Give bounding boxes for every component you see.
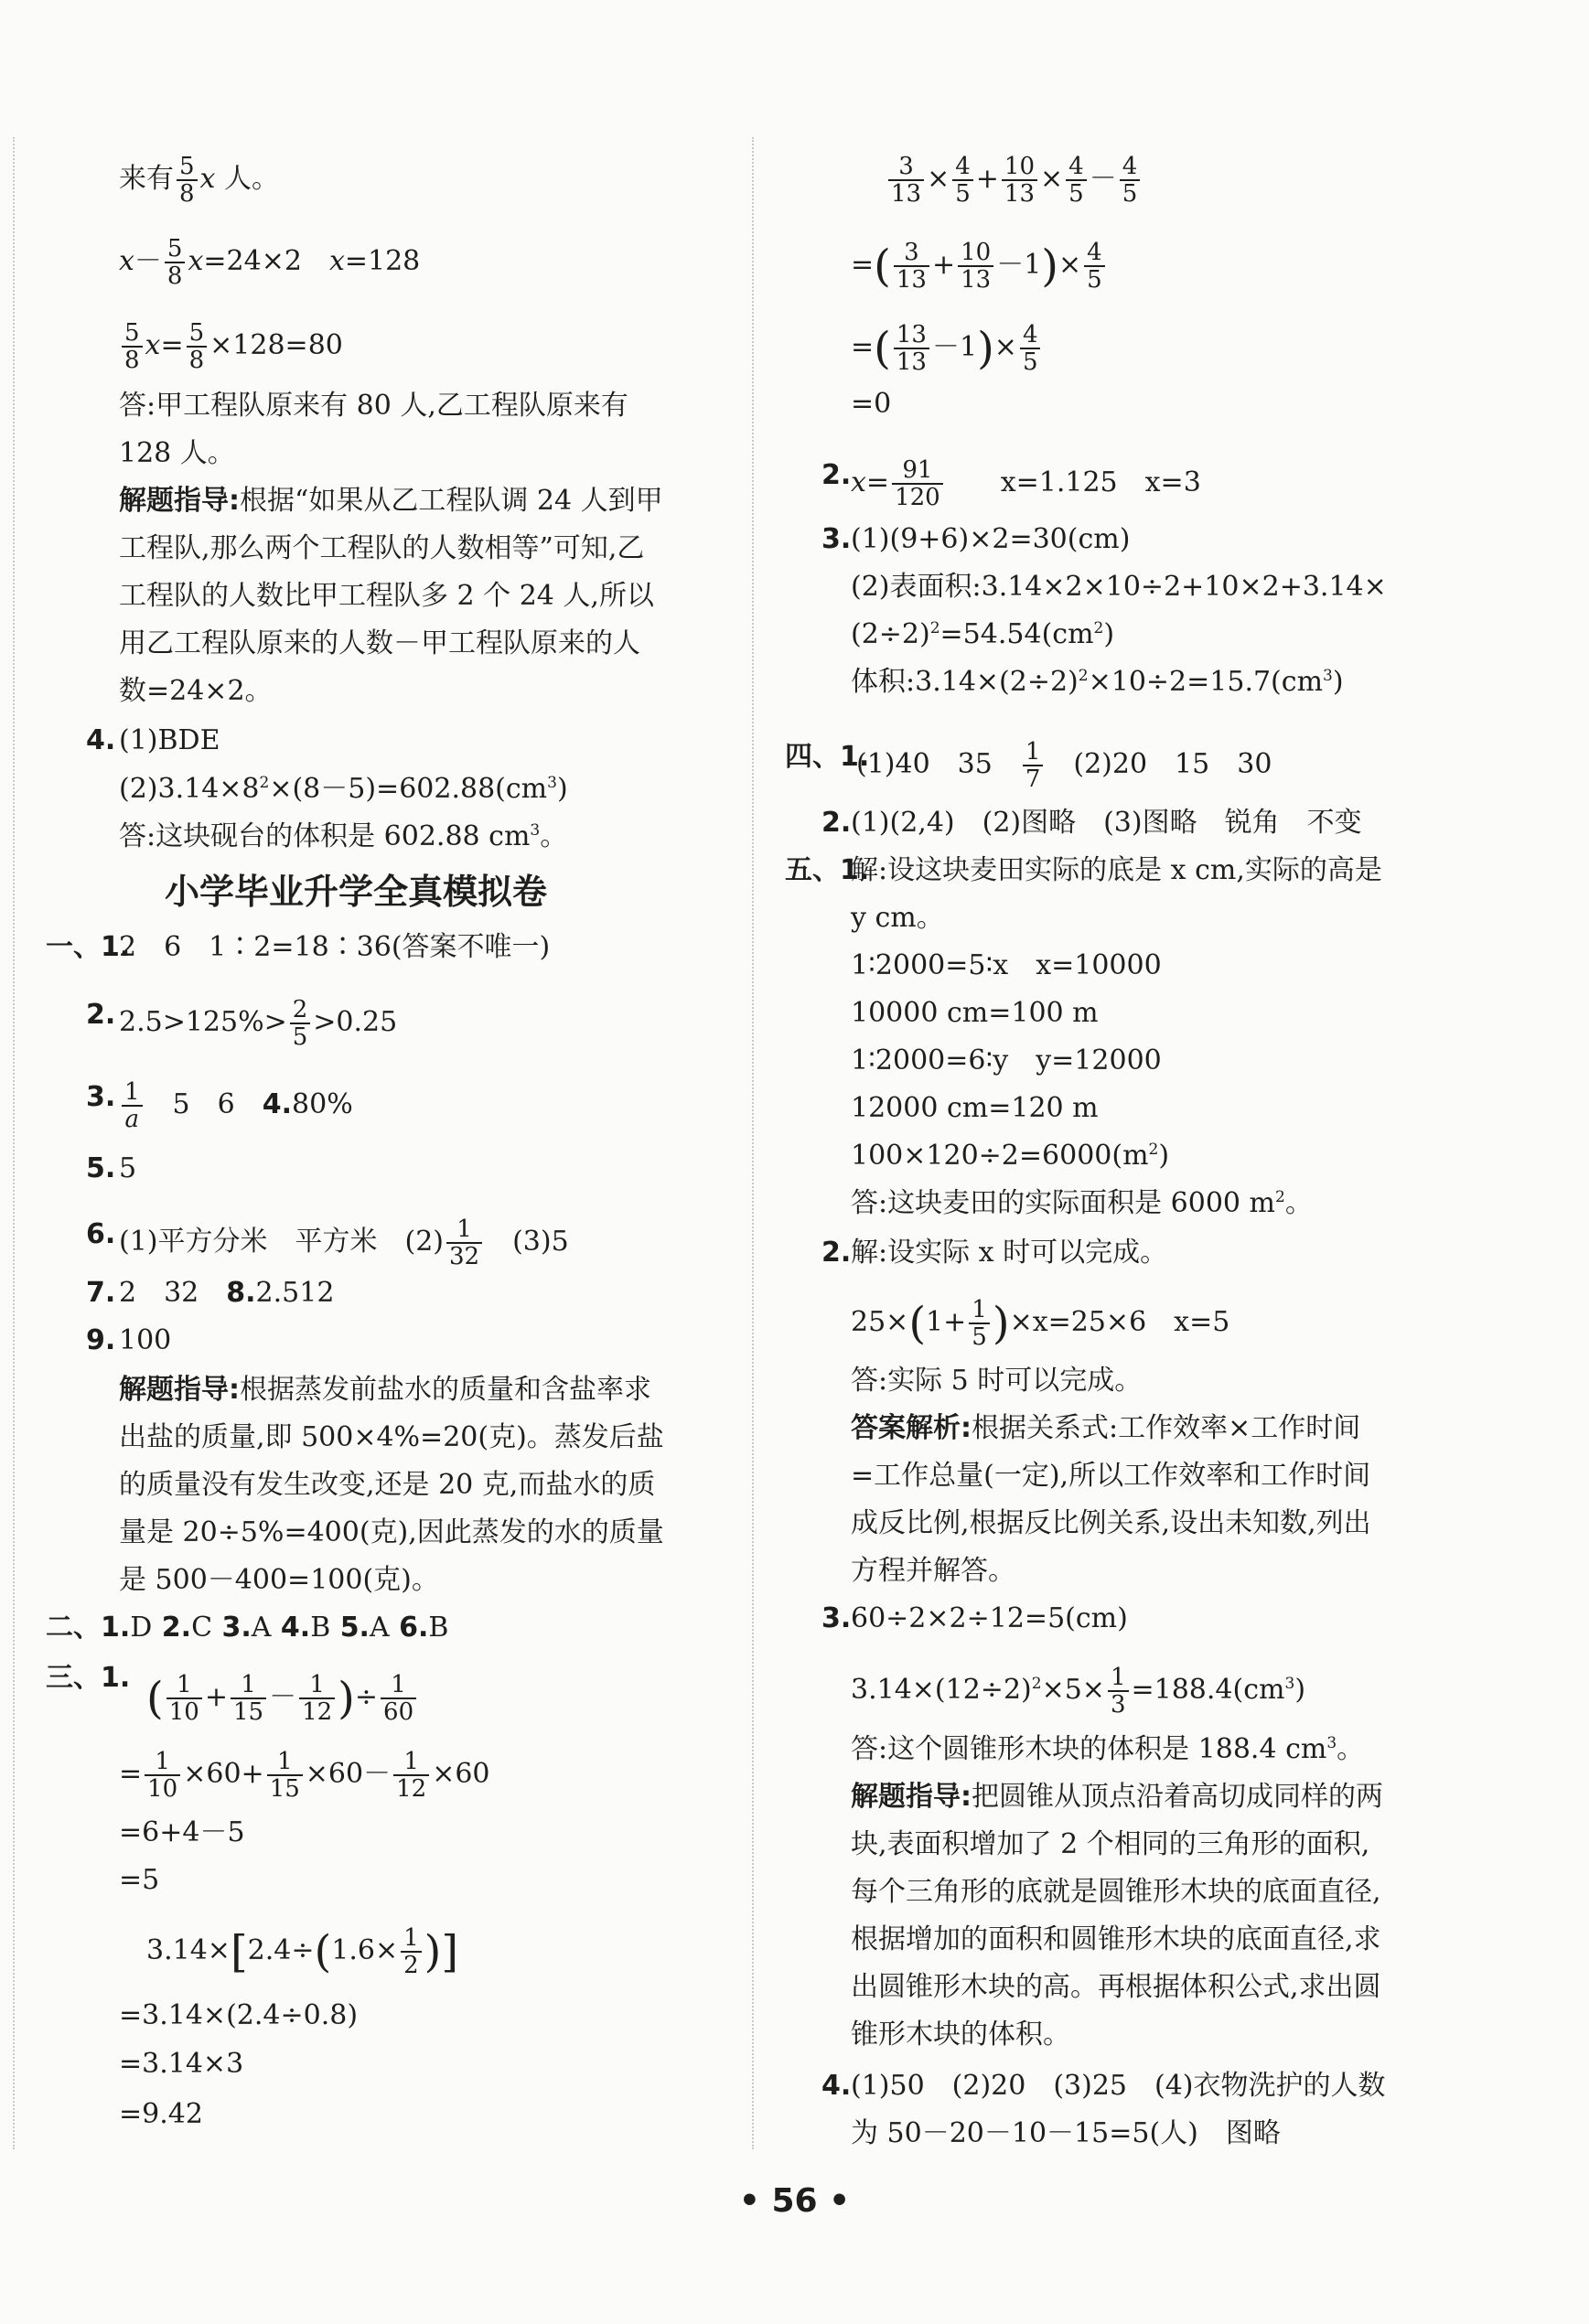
guide-line: 用乙工程队原来的人数－甲工程队原来的人: [119, 627, 640, 659]
calc-line: =9.42: [119, 2098, 203, 2130]
answer-line: 100: [119, 1324, 172, 1356]
guide-line: 解题指导:根据蒸发前盐水的质量和含盐率求: [119, 1374, 651, 1406]
guide-line: 数=24×2。: [119, 675, 273, 707]
left-line-3: $\frac{5}{8}$ x= $\frac{5}{8}$ ×128=80: [119, 320, 343, 357]
section-title: 小学毕业升学全真模拟卷: [165, 872, 548, 912]
calc-line: =0: [851, 388, 892, 420]
answer-line: 解:设实际 x 时可以完成。: [851, 1237, 1168, 1269]
answer-line: x= $\frac{91}{120}$ x=1.125 x=3: [851, 456, 1201, 511]
fraction: $\frac{1}{32}$: [446, 1216, 482, 1269]
analysis-line: 答案解析:根据关系式:工作效率×工作时间: [851, 1412, 1361, 1444]
answer-line: 答:这块砚台的体积是 602.88 $cm^3$。: [119, 820, 568, 852]
question-number: 5.: [86, 1152, 116, 1184]
answer-line: y cm。: [851, 902, 944, 934]
answer-line: 答:实际 5 时可以完成。: [851, 1365, 1143, 1397]
answer-line: 128 人。: [119, 437, 235, 469]
answer-line: $\frac{1}{a}$ 5 6 4.80%: [119, 1079, 353, 1116]
answer-line: (1)40 35 $\frac{1}{7}$ (2)20 15 30: [856, 738, 1272, 793]
analysis-line: 成反比例,根据反比例关系,设出未知数,列出: [851, 1507, 1371, 1539]
answer-line: (1)(2,4) (2)图略 (3)图略 锐角 不变: [851, 807, 1362, 839]
calc-line: =6+4－5: [119, 1816, 245, 1848]
answer-line: 答:甲工程队原来有 80 人,乙工程队原来有: [119, 390, 628, 422]
question-number: 2.: [86, 999, 116, 1031]
fraction: $\frac{1}{a}$: [122, 1079, 143, 1132]
calc-line: =( $\frac{3}{13}$ + $\frac{10}{13}$ －1)× $\frac{4}{5}$: [851, 240, 1108, 276]
question-number: 2.: [821, 1237, 852, 1269]
column-divider: [752, 137, 754, 2149]
guide-line: 出盐的质量,即 500×4%=20(克)。蒸发后盐: [119, 1421, 664, 1453]
answer-line: 2.5>125%> $\frac{2}{5}$ >0.25: [119, 996, 398, 1051]
fraction: $\frac{5}{8}$: [165, 236, 186, 289]
calc-line: ( $\frac{1}{10}$ + $\frac{1}{15}$ － $\frac{1}{12}$ )÷ $\frac{1}{60}$: [146, 1672, 419, 1708]
fraction: $\frac{2}{5}$: [290, 997, 311, 1050]
question-number: 6.: [86, 1218, 116, 1250]
calc-line: =5: [119, 1864, 160, 1896]
question-number: 2.: [821, 459, 852, 491]
calc-line: 3.14×[2.4÷(1.6× $\frac{1}{2}$ )]: [146, 1924, 459, 1979]
analysis-line: 方程并解答。: [851, 1555, 1015, 1587]
answer-line: $(2)3.14\times 8^2\times(8-5)=602.88(cm^3)$: [119, 773, 568, 805]
answer-line: 25×(1+ $\frac{1}{5}$ )×x=25×6 x=5: [851, 1296, 1230, 1351]
section-number: 三、1.: [46, 1662, 131, 1694]
choice-answers: 二、1.D 2.C 3.A 4.B 5.A 6.B: [46, 1612, 449, 1644]
question-number: 9.: [86, 1324, 116, 1356]
guide-line: 根据增加的面积和圆锥形木块的底面直径,求: [851, 1923, 1381, 1955]
answer-line: 2 32 8.2.512: [119, 1277, 335, 1309]
question-number: 2.: [821, 807, 852, 839]
answer-line: (1)50 (2)20 (3)25 (4)衣物洗护的人数: [851, 2070, 1386, 2102]
fraction: $\frac{5}{8}$: [122, 320, 143, 373]
section-number: 一、1.: [46, 931, 131, 963]
guide-line: 工程队的人数比甲工程队多 2 个 24 人,所以: [119, 580, 654, 612]
analysis-line: =工作总量(一定),所以工作效率和工作时间: [851, 1460, 1371, 1492]
answer-line: (2)表面积:3.14×2×10÷2+10×2+3.14×: [851, 571, 1387, 603]
answer-line: 12000 cm=120 m: [851, 1092, 1099, 1124]
answer-line: 5: [119, 1152, 137, 1184]
calc-line: =3.14×(2.4÷0.8): [119, 1999, 359, 2031]
question-number: 3.: [821, 523, 852, 555]
calc-line: =( $\frac{13}{13}$ －1)× $\frac{4}{5}$: [851, 322, 1043, 359]
answer-line: (1)(9+6)×2=30(cm): [851, 523, 1131, 555]
question-number: 3.: [821, 1602, 852, 1634]
guide-line: 块,表面积增加了 2 个相同的三角形的面积,: [851, 1828, 1370, 1860]
question-number: 4.: [821, 2070, 852, 2102]
guide-line: 解题指导:根据“如果从乙工程队调 24 人到甲: [119, 485, 663, 517]
answer-line: (1)BDE: [119, 724, 220, 756]
column-border-left: [13, 137, 15, 2149]
left-line-2: x－ $\frac{5}{8}$ x=24×2 x=128: [119, 235, 421, 290]
answer-line: 答:这个圆锥形木块的体积是 188.4 $cm^3$。: [851, 1733, 1365, 1765]
answer-line: 解:设这块麦田实际的底是 x cm,实际的高是: [851, 854, 1382, 886]
guide-line: 每个三角形的底就是圆锥形木块的底面直径,: [851, 1876, 1381, 1908]
question-number: 7.: [86, 1277, 116, 1309]
answer-line: 60÷2×2÷12=5(cm): [851, 1602, 1128, 1634]
calc-line: $\frac{3}{13}$ × $\frac{4}{5}$ + $\frac{10}{13}$ × $\frac{4}{5}$ － $\frac{4}{5}$: [886, 154, 1143, 190]
calc-line: = $\frac{1}{10}$ ×60+ $\frac{1}{15}$ ×60－ $\frac{1}{12}$ ×60: [119, 1748, 490, 1803]
answer-line: 10000 cm=100 m: [851, 997, 1099, 1029]
answer-line: $(2\div 2)^2=54.54(cm^2)$: [851, 618, 1115, 650]
page-number: • 56 •: [738, 2182, 851, 2220]
answer-line: 体积$:3.14\times(2\div 2)^2\times 10\div 2=15.7(cm^3)$: [851, 666, 1344, 698]
fraction: $\frac{5}{8}$: [187, 320, 208, 373]
answer-line: $3.14\times(12\div 2)^2\times 5\times$ $\frac{1}{3}$ $=188.4(cm^3)$: [851, 1664, 1306, 1719]
section-number: 四、1.: [785, 741, 870, 773]
answer-line: 答:这块麦田的实际面积是 6000 $m^2$。: [851, 1187, 1313, 1219]
guide-line: 锥形木块的体积。: [851, 2019, 1070, 2051]
guide-line: 出圆锥形木块的高。再根据体积公式,求出圆: [851, 1971, 1381, 2003]
answer-line: $100\times 120\div 2=6000(m^2)$: [851, 1140, 1170, 1172]
question-number: 3.: [86, 1081, 116, 1113]
guide-line: 的质量没有发生改变,还是 20 克,而盐水的质: [119, 1469, 656, 1501]
answer-line: 1∶2000=5∶x x=10000: [851, 949, 1162, 981]
fraction: $\frac{5}{8}$: [177, 154, 198, 207]
answer-line: 2 6 1∶2=18∶36(答案不唯一): [119, 931, 551, 963]
answer-line: 为 50－20－10－15=5(人) 图略: [851, 2117, 1281, 2149]
guide-line: 工程队,那么两个工程队的人数相等”可知,乙: [119, 532, 645, 564]
guide-line: 解题指导:把圆锥从顶点沿着高切成同样的两: [851, 1781, 1383, 1813]
calc-line: =3.14×3: [119, 2048, 244, 2080]
guide-line: 量是 20÷5%=400(克),因此蒸发的水的质量: [119, 1516, 664, 1548]
question-number: 4.: [86, 724, 116, 756]
left-line-1: 来有 $\frac{5}{8}$ x 人。: [119, 153, 280, 208]
answer-line: (1)平方分米 平方米 (2) $\frac{1}{32}$ (3)5: [119, 1216, 569, 1270]
answer-line: 1∶2000=6∶y y=12000: [851, 1044, 1162, 1076]
section-number: 五、1.: [785, 854, 870, 886]
guide-line: 是 500－400=100(克)。: [119, 1564, 439, 1596]
